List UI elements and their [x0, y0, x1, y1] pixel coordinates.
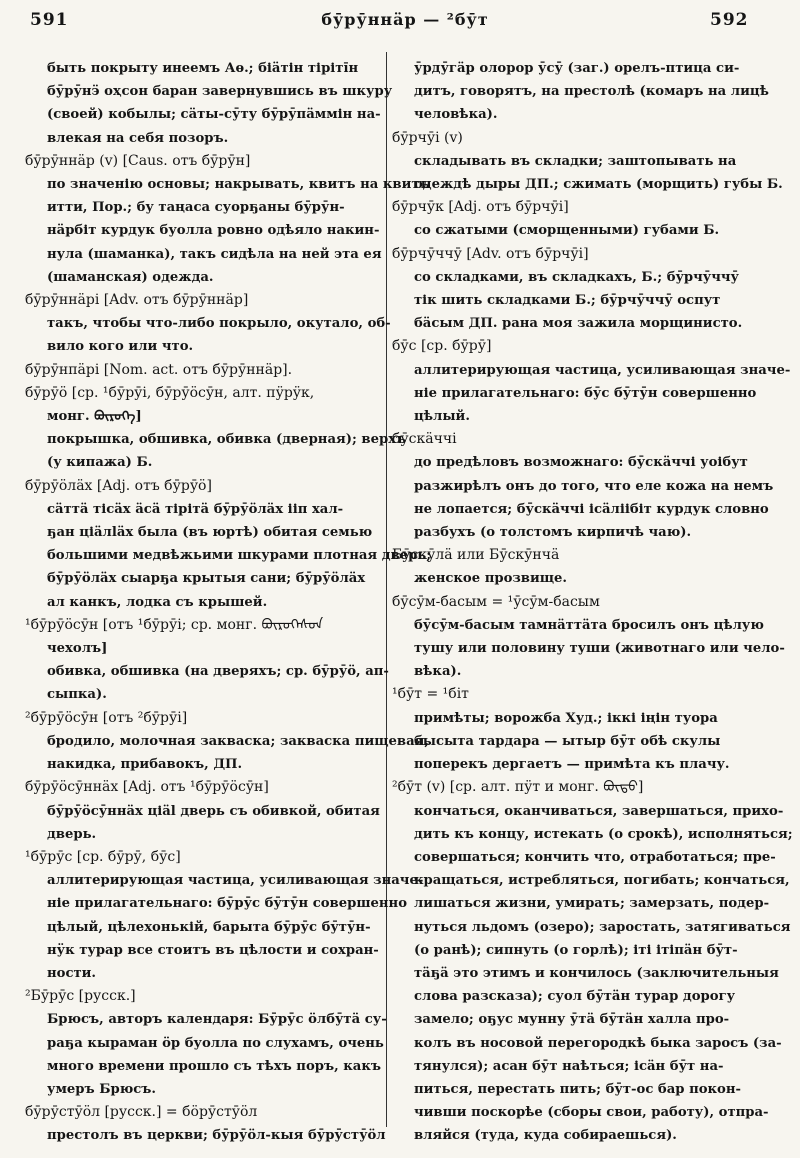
- entry-text-line: разжирѣлъ онъ до того, что еле кожа на немъ: [414, 478, 774, 494]
- page-header: [0, 10, 800, 40]
- entry-text-line: поперекъ дергаетъ — примѣта къ плачу.: [414, 757, 730, 773]
- entry-text-line: бысыта тардара — ытыр бӯт обѣ скулы: [414, 733, 721, 749]
- entry-text-line: ҕан ціäлläх была (въ юртѣ) обитая семью: [47, 525, 373, 541]
- entry-headword-line: бӯрчӯі (v): [392, 129, 463, 146]
- entry-text-line: совершаться; кончить что, отработаться; пре-: [414, 849, 776, 865]
- entry-text-line: слова разсказа); суол бӯтäн турар дорогу: [414, 989, 736, 1005]
- entry-headword-line: ²бӯт (v) [ср. алт. пӱт и монг. ᠪᠦᠲᠦ]: [392, 779, 644, 796]
- entry-text-line: большими медвѣжьими шкурами плотная дверь;: [47, 548, 432, 564]
- entry-text-line: ӯрдӯгäр олорор ӯсӯ (заг.) орелъ-птица си-: [414, 61, 740, 76]
- entry-text-line: обивка, обшивка (на дверяхъ; ср. бӯрӯö, ап-: [47, 664, 389, 680]
- entry-text-line: человѣка).: [414, 107, 498, 123]
- entry-headword-line: ¹бӯрӯс [ср. бӯрӯ, бӯс]: [25, 848, 181, 865]
- entry-text-line: Брюсъ, авторъ календаря: Бӯрӯс öлбӯтӓ су-: [47, 1012, 387, 1028]
- entry-text-line: по значенію основы; накрывать, квитъ на квитъ: [47, 177, 430, 193]
- entry-text-line: итти, Пор.; бу таңаса суорҕаны бӯрӯн-: [47, 200, 345, 216]
- entry-text-line: такъ, чтобы что-либо покрыло, окутало, об-: [47, 316, 391, 332]
- entry-text-line: чехолъ]: [47, 641, 108, 657]
- entry-text-line: быть покрыту инеемъ Аѳ.; біäтін тіріті̄н: [47, 61, 359, 76]
- entry-text-line: тӓҕӓ это этимъ и кончилось (заключительныя: [414, 965, 779, 981]
- entry-text-line: (о ранѣ); сипнуть (о горлѣ); іті ітіпäн бӯт-: [414, 942, 738, 958]
- entry-text-line: монг. ᠪᠦᠷᠦᠭᠡ]: [47, 409, 142, 425]
- entry-text-line: раҕа кыраман öр буолла по слухамъ, очень: [47, 1035, 384, 1051]
- entry-text-line: вляйся (туда, куда собираешься).: [414, 1128, 677, 1144]
- entry-text-line: кращаться, истребляться, погибать; кончаться,: [414, 873, 790, 889]
- entry-text-line: накидка, прибавокъ, ДП.: [47, 757, 243, 773]
- entry-text-line: ніе прилагательнаго: бӯс бӯтӯн совершенно: [414, 385, 757, 401]
- entry-text-line: ал канкъ, лодка съ крышей.: [47, 594, 268, 610]
- entry-text-line: сӓттӓ тісäх äсä тірітä бӯрӯöлäх ііп хал-: [47, 501, 344, 517]
- entry-text-line: престолъ въ церкви; бӯрӯöл-кыя бӯрӯстӯöл: [47, 1128, 386, 1144]
- entry-text-line: аллитерирующая частица, усиливающая значе-: [47, 873, 424, 889]
- entry-text-line: тушу или половину туши (животнаго или чело-: [414, 641, 785, 657]
- entry-text-line: со сжатыми (сморщенными) губами Б.: [414, 223, 720, 239]
- entry-text-line: цѣлый, цѣлехонькій, барыта бӯрӯс бӯтӯн-: [47, 919, 371, 935]
- entry-text-line: одеждѣ дыры ДП.; сжимать (морщить) губы Б.: [414, 177, 783, 193]
- entry-text-line: влекая на себя позоръ.: [47, 130, 229, 146]
- entry-headword-line: бӯрӯннäр (v) [Caus. отъ бӯрӯн]: [25, 152, 251, 169]
- entry-text-line: тянулся); асан бӯт наѣться; іcäн бӯт на-: [414, 1058, 724, 1074]
- entry-text-line: умеръ Брюсъ.: [47, 1081, 156, 1097]
- entry-text-line: складывать въ складки; заштопывать на: [414, 153, 737, 169]
- entry-text-line: (шаманская) одежда.: [47, 269, 214, 285]
- entry-text-line: бродило, молочная закваска; закваска пищевая,: [47, 733, 429, 749]
- entry-text-line: аллитерирующая частица, усиливающая значе-: [414, 362, 791, 378]
- entry-text-line: женское прозвище.: [414, 571, 567, 587]
- entry-text-line: дить къ концу, истекать (о срокѣ), исполняться;: [414, 826, 793, 842]
- entry-headword-line: ¹бӯрӯöсӯн [отъ ¹бӯрӯі; ср. монг. ᠪᠦᠷᠦᠭᠡᠰᠦᠨ: [25, 616, 324, 633]
- entry-text-line: тік шить складками Б.; бӯрчӯччӯ оспут: [414, 293, 721, 309]
- entry-text-line: лишаться жизни, умирать; замерзать, подер-: [414, 896, 770, 912]
- entry-text-line: нӱк турар все стоитъ въ цѣлости и сохран-: [47, 942, 379, 958]
- entry-text-line: колъ въ носовой перегородкѣ быка заросъ (за-: [414, 1035, 782, 1051]
- entry-text-line: со складками, въ складкахъ, Б.; бӯрчӯччӯ: [414, 269, 739, 285]
- entry-headword-line: ²Бӯрӯс [русск.]: [25, 988, 136, 1005]
- entry-text-line: вѣка).: [414, 664, 462, 680]
- entry-text-line: много времени прошло съ тѣхъ поръ, какъ: [47, 1058, 381, 1074]
- entry-text-line: дитъ, говорятъ, на престолѣ (комаръ на лицѣ: [414, 84, 769, 100]
- entry-text-line: питься, перестать пить; бӯт-ос бар покон-: [414, 1081, 741, 1097]
- entry-text-line: цѣлый.: [414, 409, 470, 425]
- entry-headword-line: бӯрӯнпäрі [Nom. act. отъ бӯрӯннäр].: [25, 361, 293, 378]
- entry-headword-line: бӯрӯöсӯннäх [Adj. отъ ¹бӯрӯöсӯн]: [25, 779, 269, 796]
- entry-text-line: бӯрӯöсӯннäх ціäl дверь съ обивкой, обитая: [47, 803, 380, 819]
- running-head: бӯрӯннäр — ²бӯт: [321, 10, 489, 29]
- entry-text-line: нула (шаманка), такъ сидѣла на ней эта ея: [47, 246, 382, 262]
- entry-text-line: нäрбіт курдук буолла ровно одѣяло накин-: [47, 223, 380, 239]
- entry-headword-line: бӯскäччі: [392, 431, 457, 448]
- entry-headword-line: ¹бӯт = ¹біт: [392, 686, 469, 703]
- entry-text-line: ніе прилагательнаго: бӯрӯс бӯтӯн совершенно: [47, 896, 407, 912]
- left-page-number: 591: [30, 10, 69, 30]
- entry-text-line: примѣты; ворожба Худ.; іккі іңін туора: [414, 710, 718, 726]
- entry-headword-line: бӯсӯм-басым = ¹ӯсӯм-басым: [392, 593, 600, 610]
- entry-headword-line: бӯрӯöлäх [Adj. отъ бӯрӯö]: [25, 477, 212, 494]
- entry-text-line: до предѣловъ возможнаго: бӯскäччі уоібут: [414, 455, 748, 471]
- entry-headword-line: бӯрӯö [ср. ¹бӯрӯі, бӯрӯöсӯн, алт. пӱрӱк,: [25, 384, 315, 401]
- entry-text-line: (своей) кобылы; сӓты-сӯту бӯрӯпӓммін на-: [47, 107, 381, 123]
- entry-text-line: вило кого или что.: [47, 339, 194, 355]
- entry-text-line: ности.: [47, 965, 97, 981]
- entry-text-line: (у кипажа) Б.: [47, 455, 153, 471]
- entry-headword-line: бӯс [ср. бӯрӯ]: [392, 338, 492, 355]
- entry-text-line: замело; оҕус мунну ӯтӓ бӯтäн халла про-: [414, 1012, 730, 1028]
- entry-headword-line: бӯрӯстӯöл [русск.] = бöрӯстӯöл: [25, 1104, 258, 1121]
- entry-text-line: бӯрӯнӭ оҳсон баран завернувшись въ шкуру: [47, 84, 393, 100]
- right-column: [392, 57, 793, 1144]
- column-divider: [386, 52, 387, 1127]
- entry-text-line: бӯсӯм-басым тамнäттӓта бросилъ онъ цѣлую: [414, 617, 764, 633]
- entry-text-line: нуться льдомъ (озеро); заростать, затягиваться: [414, 919, 791, 935]
- entry-text-line: сыпка).: [47, 687, 107, 703]
- entry-headword-line: ²бӯрӯöсӯн [отъ ²бӯрӯі]: [25, 709, 188, 726]
- entry-text-line: покрышка, обшивка, обивка (дверная); верхъ: [47, 432, 407, 448]
- entry-headword-line: бӯрчӯччӯ [Adv. отъ бӯрчӯі]: [392, 245, 589, 262]
- entry-headword-line: Бӯскӯлӓ или Бӯскӯнчӓ: [392, 547, 560, 564]
- entry-text-line: бäсым ДП. рана моя зажила морщинисто.: [414, 316, 743, 332]
- entry-headword-line: бӯрӯннäрі [Adv. отъ бӯрӯннäр]: [25, 292, 249, 309]
- entry-text-line: дверь.: [47, 826, 97, 842]
- entry-text-line: бӯрӯöлäх сыарҕа крытыя сани; бӯрӯöлäх: [47, 571, 366, 587]
- entry-text-line: не лопается; бӯскäччі ісäліібіт курдук словно: [414, 501, 769, 517]
- entry-headword-line: бӯрчӯк [Adj. отъ бӯрчӯі]: [392, 199, 569, 216]
- entry-text-line: разбухъ (о толстомъ кирпичѣ чаю).: [414, 525, 692, 541]
- entry-text-line: кончаться, оканчиваться, завершаться, прихо-: [414, 803, 784, 819]
- entry-text-line: чивши поскорѣе (сборы свои, работу), отпра-: [414, 1105, 769, 1121]
- right-page-number: 592: [710, 10, 749, 30]
